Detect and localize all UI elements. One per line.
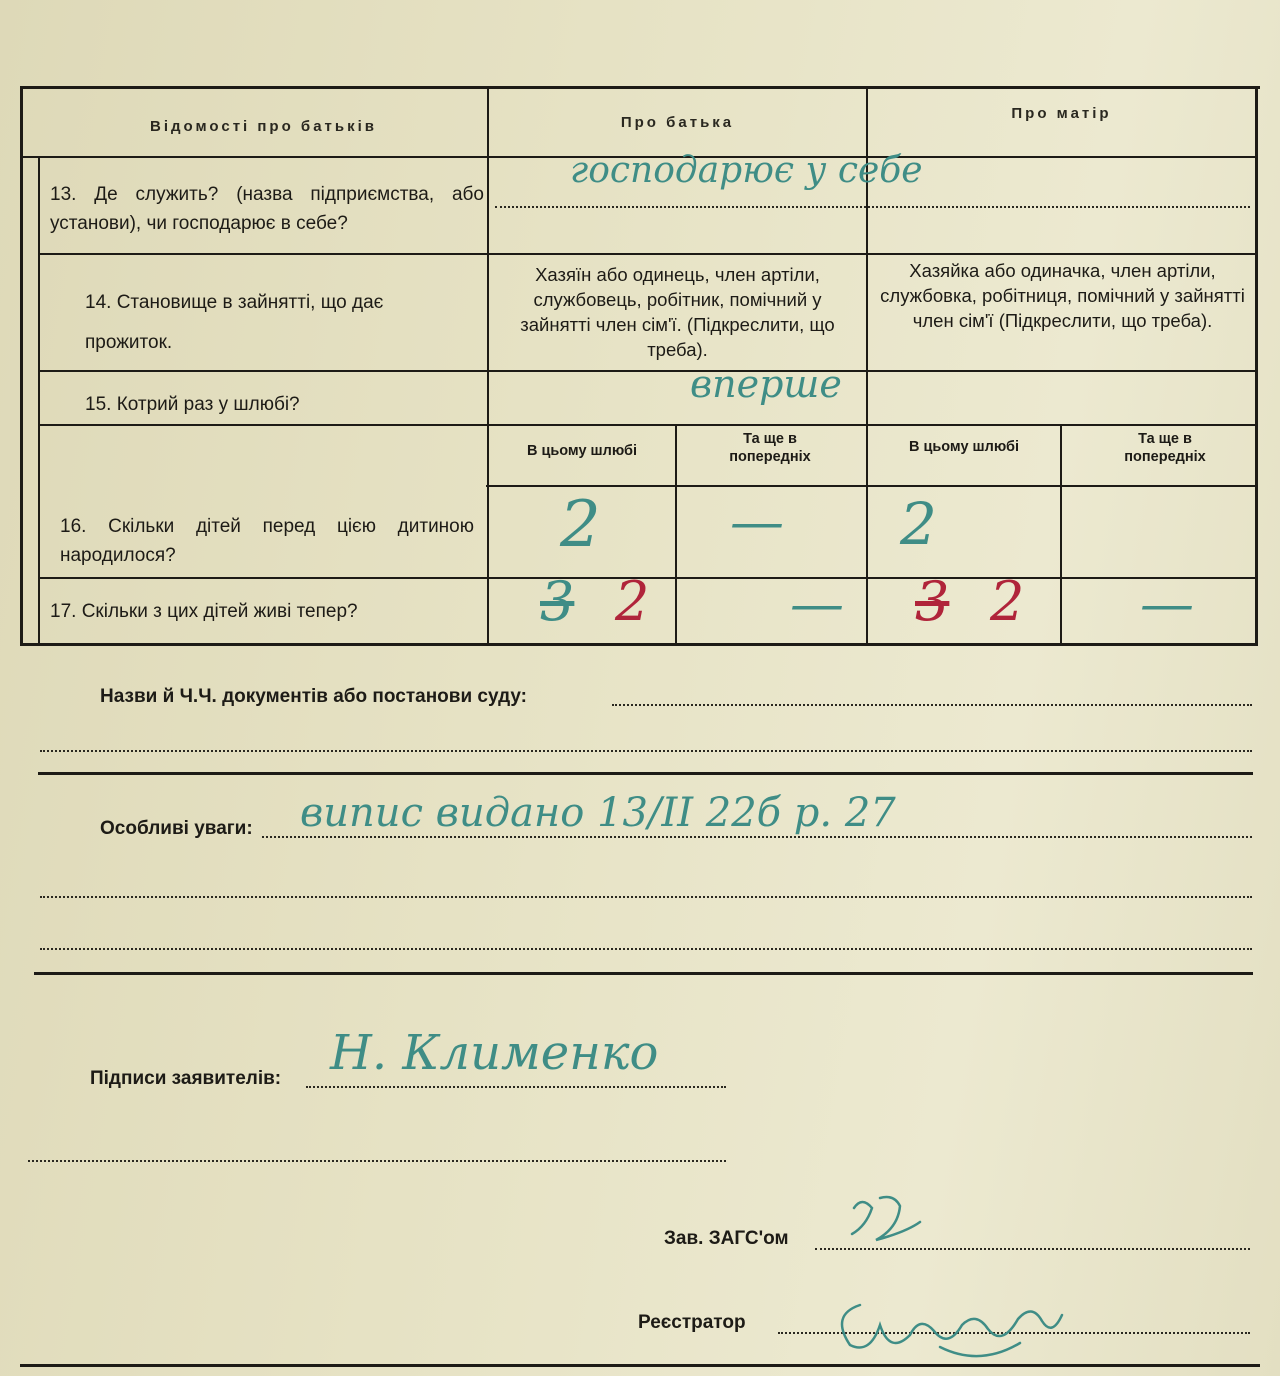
father-children-born-prev: — bbox=[730, 490, 784, 553]
signatures-label: Підписи заявителів: bbox=[90, 1068, 282, 1089]
question-16: 16. Скільки дітей перед цією дитиною народилося? bbox=[60, 516, 474, 566]
father-children-alive-crossed: 3 bbox=[540, 570, 575, 633]
registry-head-signature bbox=[832, 1188, 942, 1258]
mother-previous-header: Та ще в попередніх bbox=[1124, 431, 1206, 465]
father-workplace-answer: господарює у себе bbox=[570, 150, 923, 191]
registrar-signature bbox=[820, 1285, 1080, 1375]
mother-children-alive-prev: — bbox=[1140, 572, 1194, 635]
father-children-alive-corrected: 2 bbox=[615, 570, 650, 633]
mother-children-alive-crossed: 3 bbox=[915, 570, 950, 633]
registry-head-label: Зав. ЗАГС'ом bbox=[664, 1228, 789, 1249]
mother-children-born-this: 2 bbox=[900, 490, 937, 558]
notes-value: випис видано 13/II 22б р. 27 bbox=[300, 790, 896, 836]
father-children-born-this: 2 bbox=[560, 488, 601, 562]
header-parents-info: Відомості про батьків bbox=[150, 118, 377, 135]
applicant-signature: Н. Клименко bbox=[330, 1025, 659, 1081]
mother-this-marriage-header: В цьому шлюбі bbox=[908, 439, 1020, 455]
marriage-count-answer: вперше bbox=[690, 362, 842, 406]
question-14: 14. Становище в зайнятті, що дає прожиток. bbox=[85, 292, 384, 353]
header-mother: Про матір bbox=[1011, 105, 1112, 122]
mother-employment-options: Хазяйка або одиначка, член артіли, службовка, робітниця, помічний у зайнятті член сім'ї (Підкреслити, що треба). bbox=[880, 260, 1245, 331]
question-13: 13. Де служить? (назва підприємства, або установи), чи господарює в себе? bbox=[50, 184, 484, 234]
question-17: 17. Скільки з цих дітей живі тепер? bbox=[50, 601, 358, 622]
question-15: 15. Котрий раз у шлюбі? bbox=[85, 394, 300, 415]
father-this-marriage-header: В цьому шлюбі bbox=[526, 443, 638, 459]
registrar-label: Реєстратор bbox=[638, 1312, 746, 1333]
bottom-border bbox=[20, 1364, 1260, 1367]
father-previous-header: Та ще в попередніх bbox=[729, 431, 811, 465]
father-employment-options: Хазяїн або одинець, член артіли, службовець, робітник, помічний у зайнятті член сім'ї. (Підкреслити, що треба). bbox=[520, 264, 835, 360]
notes-label: Особливі уваги: bbox=[100, 818, 253, 839]
father-children-alive-prev: — bbox=[790, 572, 844, 635]
header-father: Про батька bbox=[620, 114, 735, 131]
mother-children-alive-corrected: 2 bbox=[990, 570, 1025, 633]
documents-label: Назви й Ч.Ч. документів або постанови суду: bbox=[100, 686, 528, 707]
